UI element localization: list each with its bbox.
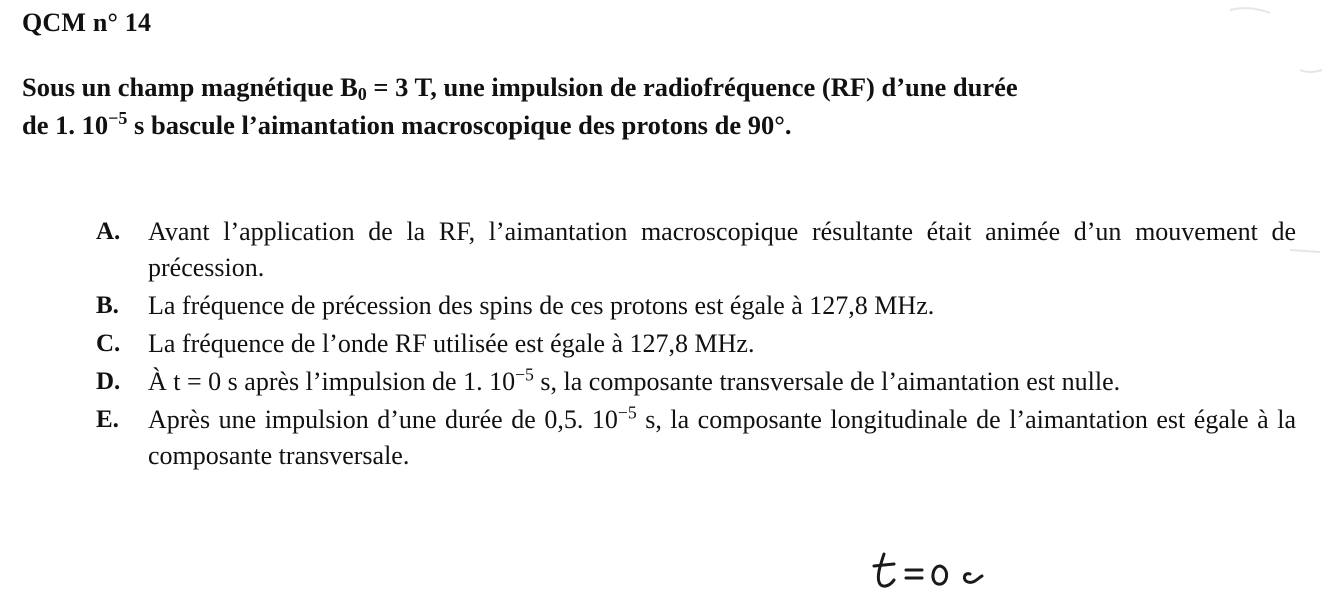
option-e-letter: E. — [96, 406, 119, 433]
answer-options — [96, 214, 1296, 474]
stem-line-2-part1: de 1. 10 — [22, 110, 109, 140]
option-e-text-before: Après une impulsion d’une durée de 0,5. 10 — [148, 405, 618, 434]
option-c[interactable] — [96, 326, 1296, 362]
option-d-text-before: À t = 0 s après l’impulsion de 1. 10 — [148, 367, 516, 396]
option-d-text-after: s, la composante transversale de l’aimantation est nulle. — [533, 367, 1121, 396]
stem-line-2-part2: s bascule l’aimantation macroscopique des protons de 90°. — [127, 110, 792, 140]
option-d-text — [148, 364, 1296, 400]
stem-subscript: 0 — [357, 83, 367, 104]
stem-line-2 — [22, 106, 1312, 144]
option-d-exponent: −5 — [515, 364, 534, 385]
option-c-letter: C. — [96, 330, 121, 357]
option-b[interactable] — [96, 288, 1296, 324]
option-b-text: La fréquence de précession des spins de ces protons est égale à 127,8 MHz. — [148, 291, 935, 320]
option-a[interactable] — [96, 214, 1296, 286]
stem-exponent: −5 — [108, 108, 128, 129]
option-b-letter: B. — [96, 292, 119, 319]
stem-line-1-part1: Sous un champ magnétique B — [22, 72, 358, 102]
option-a-letter: A. — [96, 218, 121, 245]
option-e-text-after: s, la composante longitudinale de l’aimantation est égale à la composante transversale. — [148, 405, 1296, 470]
stem-line-1-part2: = 3 T, une impulsion de radiofréquence (RF) d’une durée — [366, 72, 1018, 102]
option-c-text: La fréquence de l’onde RF utilisée est égale à 127,8 MHz. — [148, 329, 755, 358]
option-d[interactable] — [96, 364, 1296, 400]
option-d-letter: D. — [96, 368, 121, 395]
option-e-text — [148, 402, 1296, 474]
option-e-exponent: −5 — [617, 402, 637, 423]
option-e[interactable] — [96, 402, 1296, 474]
stem-line-1 — [22, 68, 1312, 106]
question-title: QCM n° 14 — [22, 8, 152, 37]
handwritten-note — [870, 548, 1000, 592]
option-a-text: Avant l’application de la RF, l’aimantation macroscopique résultante était animée d’un mouvement de précession. — [148, 217, 1296, 282]
question-stem — [22, 68, 1312, 144]
